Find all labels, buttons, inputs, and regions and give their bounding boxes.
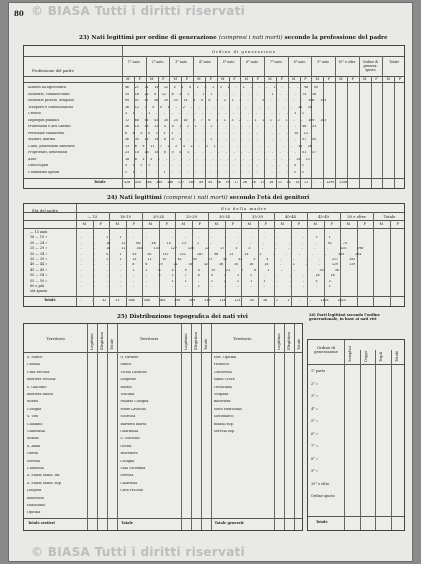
- table26-order-label: 1° parto: [311, 369, 326, 373]
- table25-territory-header: Territorio: [139, 336, 159, 341]
- table23: [23, 45, 405, 189]
- table-column-rule: [97, 324, 98, 530]
- table25-territory: Città vecchia: [27, 370, 50, 374]
- table26-column-header: Totale: [394, 350, 399, 362]
- table24-sex-header: M: [148, 222, 152, 226]
- table25-territory: Chiadino: [27, 422, 43, 426]
- table25-total-label: Totale sestieri: [28, 521, 55, 525]
- table25-territory: Sorgente: [120, 378, 137, 382]
- table25-total-label: Totale: [121, 521, 133, 525]
- table24-row-label: 16 — 19 »: [30, 235, 48, 240]
- table24-stub-header: Età del padre: [32, 208, 59, 213]
- table23-row-label: Industrie private, artigiani: [28, 99, 74, 102]
- table24-row-values: - - - - - - - 1 1 - 1 1 2 1 1 - - - 5 3: [80, 279, 331, 283]
- table23-row-values: 16 12 7 5 5 1 - 2 - - - - - - - - - - - - - - 28 20: [125, 105, 312, 109]
- table24-sex-header: F: [231, 222, 234, 226]
- table-column-rule: [87, 324, 88, 530]
- table26-title: 26) Parti legittimi secondo l'ordine generazionale, in base ai nati vivi: [309, 313, 380, 322]
- table23-sex-header: F: [233, 77, 236, 81]
- table23-group-header: Ordine di generazione: [212, 49, 276, 54]
- table25-territory: Roiano: [27, 437, 39, 441]
- table23-order-header: 8° nato: [293, 60, 306, 64]
- table23-row-label: Condizione ignota: [28, 170, 60, 174]
- table23-row-label: Credito: [28, 112, 41, 115]
- table-column-rule: [107, 324, 108, 530]
- table25-territory: Gropada: [213, 393, 229, 396]
- table-column-rule: [117, 324, 118, 530]
- table24-sex-header: M: [115, 222, 119, 226]
- table25-territory: Opicina: [27, 511, 41, 515]
- table23-order-header: Totale: [389, 60, 400, 64]
- table26-order-label: 8° »: [311, 456, 319, 461]
- table24-row-values: - - - - - - 3 1 7 6 5 7 3 2 - - - - 18 16: [80, 274, 335, 278]
- table23-row-values: 23 14 18 15 6 5 4 3 - - - - - - - - - - - - - - 51 37: [125, 151, 316, 154]
- table25-column-header: Totale: [110, 338, 115, 350]
- table25-territory: Scorcola: [120, 415, 136, 419]
- table23-sex-header: M: [268, 77, 272, 81]
- table-rule: [24, 352, 302, 353]
- table24-sex-header: F: [99, 222, 102, 226]
- table23-row-values: 99 92 57 58 29 23 14 9 4 8 1 2 1 1 - - 2 - - - - - 208 193: [125, 99, 327, 102]
- table23-row-label: Trasporti e comunicazioni: [28, 105, 73, 109]
- table25-total-label: Totale generale: [214, 521, 245, 525]
- table25-column-header: Illegittimi: [287, 332, 291, 350]
- table26-column-header: Doppi: [363, 351, 368, 362]
- table23-sex-header: M: [339, 77, 343, 81]
- table25-territory-header: Territorio: [233, 336, 252, 341]
- table24-row-values: - - 4 1 53 62 157 122 107 96 13 13 1 - - - - - 335 294: [80, 252, 362, 256]
- table26: [307, 339, 405, 531]
- table24-sex-header: F: [330, 222, 333, 226]
- table23-sex-header: F: [327, 77, 331, 81]
- table23-title: 23) Nati legittimi per ordine di generazione (compresi i nati morti) secondo la professione del padre: [79, 35, 388, 41]
- table23-sex-header: M: [362, 77, 367, 81]
- table25-title: 25) Distribuzione topografica dei nati vivi: [117, 314, 248, 320]
- table25-territory: Cologna: [27, 407, 42, 411]
- table24-sex-header: F: [264, 222, 267, 226]
- table23-row-values: 72 68 55 43 16 23 10 7 7 6 3 1 3 2 - 1 1 1 2 1 - - 169 153: [125, 118, 327, 122]
- table23-row-label: Proprietari, benestanti: [28, 151, 68, 154]
- table26-column-header: Semplici: [348, 346, 352, 362]
- table25-territory: Padriciano: [27, 504, 46, 507]
- table26-order-label: 3° »: [311, 394, 319, 398]
- table23-row-values: 35 18 22 9 12 6 3 1 - 1 1 - - - - - - - 1 - - - 74 38: [125, 92, 316, 96]
- table-column-rule: [201, 324, 202, 530]
- document-page: [8, 2, 413, 562]
- table23-sex-header: M: [291, 77, 296, 81]
- table-rule: [24, 228, 404, 229]
- table24-age-header: 45-49: [318, 214, 329, 219]
- table23-sex-header: F: [375, 77, 378, 81]
- table25-territory: S. Giacomo: [120, 437, 140, 441]
- table25-territory: S. Vito: [27, 415, 39, 419]
- table-rule: [24, 296, 404, 297]
- table24-sex-header: F: [198, 222, 201, 226]
- table23-row-label: Addetti all'agricoltura: [28, 86, 66, 89]
- table25-column-header: Totale: [203, 338, 208, 350]
- table23-order-header: Ordine di generaz. ignoto: [362, 60, 379, 72]
- table23-order-header: 2° nato: [151, 60, 164, 64]
- table-column-rule: [344, 340, 345, 530]
- table24-row-label: 40 — 44 »: [30, 262, 48, 267]
- table23-sex-header: M: [149, 77, 154, 81]
- watermark-top: © BIASA Tutti i diritti riservati: [31, 4, 246, 18]
- table23-row-label: Militari, marina: [28, 138, 56, 141]
- table25-territory: Villa Vicentina: [120, 467, 146, 470]
- table24-row-label: 50 — 54 »: [30, 273, 48, 278]
- table23-sex-header: M: [197, 77, 201, 81]
- table25-column-header: Legittimi: [90, 333, 95, 350]
- table24-sex-header: F: [396, 222, 399, 226]
- table23-row-label: Impiegati pubblici: [28, 118, 60, 122]
- table23-order-header: 6° nato: [246, 60, 259, 64]
- table24-row-label: 45 — 49 »: [30, 267, 48, 272]
- table25-territory: Barriera nuova: [120, 422, 147, 426]
- table24-row-label: 20 — 24 »: [30, 240, 48, 245]
- table23-row-values: 10 8 3 3 1 - - - - - - - - - - - - - - - - - 14 11: [125, 157, 310, 161]
- table26-order-label: 7° »: [311, 444, 319, 448]
- table25-territory: Basovizza: [27, 496, 44, 500]
- table25-territory: Cavana: [27, 363, 40, 367]
- table23-row-label: Altre: [28, 157, 37, 161]
- table-column-rule: [391, 350, 392, 530]
- table24-row-label: 35 — 39 »: [30, 257, 48, 261]
- table25-territory: Q. Farneto: [120, 356, 139, 359]
- table24-sex-header: M: [346, 222, 350, 226]
- table23-row-label: Professioni e arti liberali: [28, 125, 71, 128]
- page-number: 80: [14, 9, 24, 18]
- table23-order-header: 10° e oltre: [338, 60, 356, 64]
- table-column-rule: [211, 324, 212, 530]
- table25-territory: Barriera vecchia: [27, 378, 56, 382]
- table-rule: [24, 212, 404, 213]
- table24-sex-header: F: [363, 222, 366, 226]
- table25-territory: S. Giacomo: [27, 385, 47, 389]
- table24-row-label: età ignota: [30, 289, 48, 294]
- table25-territory: Sotto Padriciano: [213, 407, 243, 411]
- table25-column-header: Legittimi: [277, 333, 281, 350]
- table25-column-header: Illegittimi: [193, 332, 198, 350]
- table23-row-values: 13 8 9 11 7 2 2 4 2 - 1 1 - - - - - - - - - - 34 26: [125, 144, 312, 148]
- table23-order-header: 1° nato: [127, 60, 140, 64]
- table24-row-label: 30 — 34 »: [30, 251, 48, 256]
- table25-territory: Belvedere: [120, 452, 138, 456]
- table26-order-label: 2° »: [311, 381, 319, 386]
- table25-column-header: Illegittimi: [100, 332, 105, 350]
- table23-row-label: Personale subalterno: [28, 131, 65, 135]
- table24-age-header: — 15: [87, 214, 98, 219]
- table24-age-header: 40-44: [285, 214, 296, 219]
- table24-sex-header: M: [379, 222, 383, 226]
- table24-row-label: 25 — 29 »: [30, 246, 48, 251]
- table24-age-header: 30-34: [219, 214, 230, 219]
- table23-order-header: 4° nato: [198, 60, 211, 64]
- table25-territory: Palazzo Cologna: [120, 400, 149, 404]
- table24-sex-header: F: [297, 222, 300, 226]
- table23-sex-header: F: [256, 77, 260, 81]
- table25-territory: Sottomarco: [213, 415, 234, 419]
- table25-territory: Rozzol: [27, 400, 39, 404]
- table25-column-header: Totale: [297, 338, 301, 350]
- table-column-rule: [294, 324, 295, 530]
- table24-sex-header: M: [181, 222, 185, 226]
- table-column-rule: [274, 324, 275, 530]
- table-rule: [24, 220, 404, 221]
- table24-age-header: Totale: [383, 214, 396, 219]
- table24-sex-header: M: [247, 222, 251, 226]
- table24-sex-header: F: [165, 222, 168, 226]
- table25-territory: Toscana: [120, 393, 135, 396]
- table25-territory: Pasich: [120, 363, 132, 367]
- table24-age-header: 50 e oltre: [347, 214, 366, 219]
- table25-territory: Barriera nuova: [27, 393, 53, 396]
- table23-order-header: 5° nato: [222, 60, 235, 64]
- table26-order-label: 5° »: [311, 419, 319, 423]
- table24-age-header: 16-19: [120, 214, 131, 219]
- table25-territory: Gretta: [120, 444, 132, 448]
- table25-column-header: Legittimi: [183, 333, 188, 350]
- table24-total-values: - - 32 23 300 260 384 349 289 239 124 121 34 30 2 1 - - 1165 1023: [80, 299, 346, 302]
- table24-sex-header: M: [214, 222, 218, 226]
- table23-sex-header: F: [185, 77, 189, 81]
- table23-order-header: 3° nato: [175, 60, 188, 64]
- table24-group-header: Età della madre: [221, 206, 267, 211]
- table25-territory: Rozzol: [120, 385, 132, 389]
- table26-order-label: Ordine ignoto: [311, 494, 335, 498]
- table25-territory: S. Maria Madd. inf.: [27, 474, 61, 478]
- table25-territory: Chiarbola: [27, 467, 44, 470]
- table23-row-values: 6 6 5 4 2 3 1 - - - - - - - - - - - - - - - 14 13: [125, 131, 308, 135]
- table26-order-header: Ordine di generazione: [314, 345, 338, 355]
- table-column-rule: [375, 350, 376, 530]
- table23-sex-header: F: [280, 77, 283, 81]
- table25-territory: Contovello: [213, 370, 233, 374]
- table25-territory: Roiano sup.: [213, 422, 234, 426]
- table25-territory: Longera: [27, 489, 42, 493]
- table23-order-header: 9° nato: [317, 60, 330, 64]
- table25-territory-header: Territorio: [46, 336, 65, 341]
- table24-sex-header: M: [82, 222, 86, 226]
- table23-sex-header: M: [244, 77, 248, 81]
- table24-total-label: Totale: [44, 298, 56, 302]
- table24-row-label: 60 e più: [30, 284, 44, 288]
- table23-sex-header: M: [126, 77, 130, 81]
- table23-row-values: 3 1 - 1 - - - - - - - - - - - - - - - - - - 3 2: [125, 112, 304, 115]
- table-rule: [24, 518, 302, 519]
- table-column-rule: [360, 350, 361, 530]
- table25-territory: Sott. Opicina: [213, 356, 237, 359]
- table-rule: [24, 56, 404, 57]
- table25-territory: Vicolo Lavatoio: [120, 370, 147, 374]
- table24-age-header: 20-24: [153, 214, 164, 219]
- table23-sex-header: M: [173, 77, 177, 81]
- table26-order-label: 4° »: [311, 406, 319, 411]
- table23-sex-header: M: [220, 77, 225, 81]
- table25-territory: Città vecchia: [120, 489, 143, 493]
- table23-row-label: Culto, professioni sanitarie: [28, 144, 75, 148]
- table23-row-values: 26 14 15 12 4 5 1 2 1 - 1 - - - - - - - - - - - 48 33: [125, 125, 316, 128]
- table23-order-header: 7° nato: [269, 60, 282, 64]
- table25-territory: Santa Croce: [213, 378, 235, 382]
- watermark-bottom: © BIASA Tutti i diritti riservati: [31, 545, 246, 559]
- table23-total-label: Totale: [94, 180, 106, 184]
- table25-territory: Gretta: [27, 452, 39, 456]
- table23-sex-header: F: [162, 77, 165, 81]
- table24-row-values: - - 10 11 163 133 127 126 22 17 3 3 - - - - - - 325 290: [80, 247, 364, 251]
- table23-sex-header: F: [209, 77, 212, 81]
- table23-stub-header: Professione del padre: [32, 68, 74, 73]
- table23-sex-header: F: [304, 77, 307, 81]
- table24-row-values: - - 1 1 - - - - - - - - - - - - - - 2 1: [80, 236, 331, 240]
- table24-row-label: — 15 anni: [30, 230, 48, 234]
- table24-row-label: 55 — 59 »: [30, 278, 48, 283]
- table23-row-label: Disoccupati: [28, 164, 49, 167]
- table23-row-values: 3 1 2 1 - - - - - - - - - - - - - - - - - - 5 2: [125, 164, 304, 167]
- table26-order-label: 6° »: [311, 431, 319, 436]
- table25-territory: S. Marco: [27, 356, 43, 359]
- table24-row-values: - - - - 8 6 19 21 50 42 36 34 16 15 - 1 - - 129 119: [80, 263, 356, 267]
- table24-title: 24) Nati legittimi (compresi i nati morti) secondo l'età dei genitori: [107, 195, 310, 201]
- table26-order-label: 10° e oltre: [311, 481, 330, 486]
- table24: [23, 203, 405, 307]
- table24-age-header: 35-39: [252, 214, 263, 219]
- table25-territory: Guardiella: [27, 430, 45, 433]
- table25-territory: S. Maria Madd. sup.: [27, 481, 62, 485]
- table24-sex-header: M: [313, 222, 317, 226]
- table25-territory: Servola: [120, 474, 134, 478]
- table25: [23, 323, 303, 531]
- table-column-rule: [284, 324, 285, 530]
- table25-territory: Prosecco: [213, 363, 230, 367]
- table25-territory: S. Anna: [27, 444, 41, 448]
- table24-sex-header: M: [280, 222, 284, 226]
- table25-territory: Guardiella: [120, 430, 139, 433]
- table25-territory: Basovizza: [213, 400, 231, 404]
- table26-total-label: Totale: [316, 520, 328, 524]
- table24-row-values: - - 1 1 15 11 57 61 92 73 47 42 5 4 - - - - 217 192: [80, 258, 356, 261]
- table25-territory: Ponte Lavatoio: [120, 407, 146, 411]
- table23-sex-header: M: [315, 77, 319, 81]
- table25-territory: Cicogna: [120, 459, 135, 463]
- table23-row-label: Industrie, commercianti: [28, 92, 70, 96]
- table23-row-values: 46 21 31 19 12 4 2 4 1 3 1 3 1 - 1 - - - 1 - - - 98 55: [125, 86, 319, 89]
- table23-row-values: 36 35 13 15 6 4 1 - - - 1 - - - - - - - - - - - 57 54: [125, 138, 316, 141]
- table24-row-values: - - - - - - - - - 1 - - - - - - - - - 1: [80, 285, 331, 288]
- table-column-rule: [181, 324, 182, 530]
- table23-sex-header: F: [138, 77, 141, 81]
- table24-sex-header: F: [132, 222, 135, 226]
- table23-row-values: 2 1 - - - 1 - - - - - - - - - - - - - - - - 2 2: [125, 170, 304, 174]
- table23-total-values: 420 335 304 289 186 177 102 89 55 56 39 27 26 16 13 10 11 14 15 11 - - 1299 1150: [124, 181, 348, 184]
- table26-order-label: 9° »: [311, 469, 319, 473]
- table24-row-values: - - - - 1 1 6 4 9 4 19 21 7 6 1 - - - 43 36: [80, 268, 339, 272]
- table26-column-header: Tripli: [379, 352, 383, 362]
- table25-territory: Servola sup.: [213, 430, 235, 433]
- table23-sex-header: F: [351, 77, 354, 81]
- table24-age-header: 25-29: [186, 214, 197, 219]
- table23-sex-header: M: [386, 77, 390, 81]
- table25-territory: Servola: [27, 459, 41, 463]
- table24-row-values: - - 16 13 60 48 15 13 1 - - - - - - - - - 92 74: [80, 241, 347, 245]
- table25-territory: Chiarbola: [120, 481, 138, 485]
- table23-sex-header: F: [398, 77, 402, 81]
- table25-territory: Trebiciano: [213, 385, 233, 389]
- table-column-rule: [191, 324, 192, 530]
